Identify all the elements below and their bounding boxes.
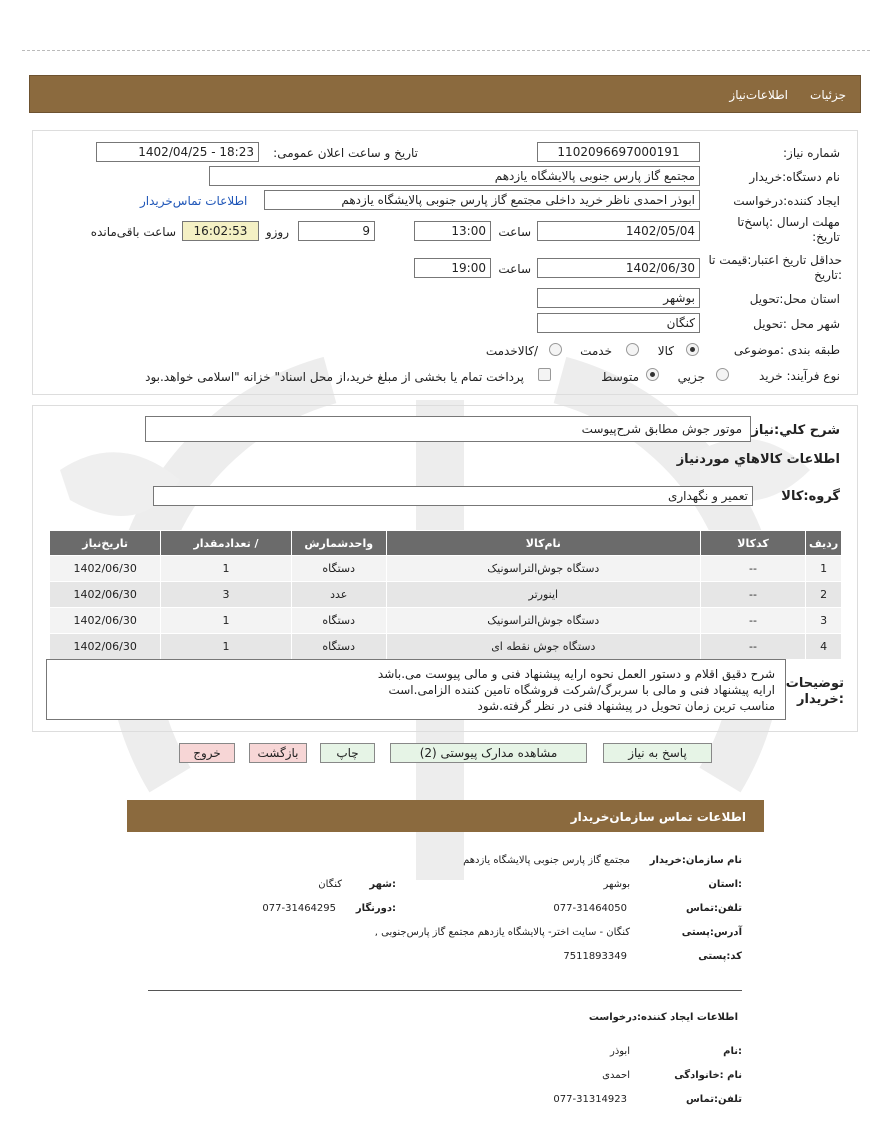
cell-row: 3 bbox=[806, 608, 842, 634]
treasury-payment-note: پرداخت تمام یا بخشی از مبلغ خرید،از محل اسناد" خزانه "اسلامی خواهد.بود bbox=[145, 370, 524, 384]
creator-field: ابوذر احمدی ناظر خرید داخلی مجتمع گاز پارس جنوبی پالایشگاه یازدهم bbox=[264, 190, 700, 210]
deadline-time-field: 13:00 bbox=[414, 221, 491, 241]
cell-quantity: 1 bbox=[161, 556, 291, 582]
cell-name: دستگاه جوش‌التراسونیک bbox=[386, 556, 700, 582]
tab-details[interactable]: جزئیات bbox=[810, 88, 846, 102]
contact-fax-label: :دورنگار bbox=[355, 903, 396, 914]
cell-date: 1402/06/30 bbox=[50, 556, 161, 582]
need-number-label: شماره نیاز: bbox=[783, 146, 840, 160]
cell-unit: عدد bbox=[291, 582, 386, 608]
contact-org-value: مجتمع گاز پارس جنوبی پالایشگاه یازدهم bbox=[463, 855, 630, 866]
cell-code: -- bbox=[700, 556, 805, 582]
need-number-field: 1102096697000191 bbox=[537, 142, 700, 162]
buyer-notes-line: مناسب ترین زمان تحویل در پیشنهاد فنی در نظر گرفته.شود bbox=[477, 699, 775, 713]
cell-unit: دستگاه bbox=[291, 608, 386, 634]
contact-city-label: :شهر bbox=[369, 879, 396, 890]
cell-row: 1 bbox=[806, 556, 842, 582]
cell-quantity: 1 bbox=[161, 608, 291, 634]
validity-time-field: 19:00 bbox=[414, 258, 491, 278]
tab-need-info[interactable]: اطلاعات‌نیاز bbox=[729, 88, 788, 102]
cell-date: 1402/06/30 bbox=[50, 582, 161, 608]
view-attachments-button[interactable]: مشاهده مدارک پیوستی (2) bbox=[390, 743, 587, 763]
buyer-notes-line: شرح دقیق اقلام و دستور العمل نحوه ارایه پیشنهاد فنی و مالی پیوست می.باشد bbox=[377, 667, 775, 681]
contact-org-label: نام سازمان:خریدار bbox=[649, 855, 742, 866]
need-summary-label: شرح کلي:نیاز bbox=[751, 423, 840, 438]
cell-code: -- bbox=[700, 634, 805, 660]
goods-group-field: تعمیر و نگهداری bbox=[153, 486, 753, 506]
contact-province-value: بوشهر bbox=[603, 879, 630, 890]
top-divider bbox=[22, 50, 870, 51]
process-partial-radio[interactable] bbox=[716, 368, 729, 381]
cell-unit: دستگاه bbox=[291, 634, 386, 660]
creator-family-label: نام :خانوادگی bbox=[674, 1070, 742, 1081]
contact-postal-label: کد:پستی bbox=[698, 951, 742, 962]
buyer-notes-box bbox=[46, 659, 786, 720]
col-date: تاریخ‌نیاز bbox=[50, 531, 161, 556]
cell-row: 2 bbox=[806, 582, 842, 608]
validity-date-field: 1402/06/30 bbox=[537, 258, 700, 278]
deadline-date-field: 1402/05/04 bbox=[537, 221, 700, 241]
buyer-contact-link[interactable]: اطلاعات تماس‌خریدار bbox=[140, 194, 248, 208]
cell-unit: دستگاه bbox=[291, 556, 386, 582]
cell-name: اینورتر bbox=[386, 582, 700, 608]
remaining-time-field: 16:02:53 bbox=[182, 221, 259, 241]
reply-button[interactable]: پاسخ به نیاز bbox=[603, 743, 712, 763]
table-row bbox=[50, 582, 842, 608]
announce-field: 1402/04/25 - 18:23 bbox=[96, 142, 259, 162]
validity-time-label: ساعت bbox=[498, 262, 531, 276]
table-row bbox=[50, 634, 842, 660]
print-button[interactable]: چاپ bbox=[320, 743, 375, 763]
city-label: شهر محل :تحویل bbox=[753, 317, 840, 331]
days-label: روزو bbox=[265, 225, 289, 239]
table-header-row bbox=[50, 531, 842, 556]
treasury-payment-checkbox[interactable] bbox=[538, 368, 551, 381]
creator-name-value: ابوذر bbox=[609, 1046, 630, 1057]
category-goods-label: کالا bbox=[657, 344, 674, 358]
contact-fax-value: 077-31464295 bbox=[262, 903, 336, 914]
contact-info-title: اطلاعات تماس سازمان‌خریدار bbox=[570, 810, 746, 824]
goods-table bbox=[49, 530, 842, 660]
process-label: نوع فرآیند: خرید bbox=[759, 369, 840, 383]
col-quantity: / تعدادمقدار bbox=[161, 531, 291, 556]
col-code: کدکالا bbox=[700, 531, 805, 556]
contact-address-value: کنگان - سایت اختر- پالایشگاه یازدهم مجتمع گاز پارس‌جنوبی , bbox=[374, 927, 630, 938]
creator-info-title: اطلاعات ایجاد کننده:درخواست bbox=[588, 1012, 738, 1023]
deadline-label: مهلت ارسال :پاسخ‌تا تاریخ: bbox=[737, 215, 840, 244]
category-goods-service-radio[interactable] bbox=[549, 343, 562, 356]
contact-address-label: آدرس:پستی bbox=[681, 927, 742, 938]
table-row bbox=[50, 608, 842, 634]
creator-label: ایجاد کننده:درخواست bbox=[733, 194, 840, 208]
cell-code: -- bbox=[700, 608, 805, 634]
days-field: 9 bbox=[298, 221, 375, 241]
goods-group-label: گروه:کالا bbox=[781, 489, 840, 504]
col-name: نام‌کالا bbox=[386, 531, 700, 556]
contact-phone-value: 077-31464050 bbox=[553, 903, 627, 914]
category-label: طبقه بندی :موضوعی bbox=[733, 343, 840, 357]
buyer-notes-line: ارایه پیشنهاد فنی و مالی با سربرگ/شرکت فروشگاه تامین کننده الزامی.است bbox=[388, 683, 775, 697]
header-bar bbox=[29, 75, 861, 113]
cell-date: 1402/06/30 bbox=[50, 634, 161, 660]
cell-name: دستگاه جوش‌التراسونیک bbox=[386, 608, 700, 634]
city-field: کنگان bbox=[537, 313, 700, 333]
cell-row: 4 bbox=[806, 634, 842, 660]
buyer-notes-label: توضیحات :خریدار bbox=[785, 676, 844, 707]
contact-city-value: کنگان bbox=[318, 879, 342, 890]
province-field: بوشهر bbox=[537, 288, 700, 308]
exit-button[interactable]: خروج bbox=[179, 743, 235, 763]
creator-phone-value: 077-31314923 bbox=[553, 1094, 627, 1105]
process-medium-radio[interactable] bbox=[646, 368, 659, 381]
cell-code: -- bbox=[700, 582, 805, 608]
category-goods-service-label: /کالاخدمت bbox=[485, 344, 538, 358]
creator-phone-label: تلفن:تماس bbox=[685, 1094, 742, 1105]
contact-info-header bbox=[127, 800, 764, 832]
category-goods-radio[interactable] bbox=[686, 343, 699, 356]
category-service-label: خدمت bbox=[580, 344, 612, 358]
process-partial-label: جزیي bbox=[677, 370, 705, 384]
creator-name-label: :نام bbox=[723, 1046, 742, 1057]
need-summary-field: موتور جوش مطابق شرح‌پیوست bbox=[145, 416, 751, 442]
buyer-org-field: مجتمع گاز پارس جنوبی پالایشگاه یازدهم bbox=[209, 166, 700, 186]
col-row: ردیف bbox=[806, 531, 842, 556]
category-service-radio[interactable] bbox=[626, 343, 639, 356]
cell-quantity: 1 bbox=[161, 634, 291, 660]
buyer-org-label: نام دستگاه:خریدار bbox=[749, 170, 840, 184]
deadline-time-label: ساعت bbox=[498, 225, 531, 239]
col-unit: واحدشمارش bbox=[291, 531, 386, 556]
contact-divider bbox=[148, 990, 742, 991]
goods-info-title: اطلاعات کالاهاي موردنیاز bbox=[676, 452, 840, 467]
contact-phone-label: تلفن:تماس bbox=[685, 903, 742, 914]
back-button[interactable]: بازگشت bbox=[249, 743, 307, 763]
validity-label: حداقل تاریخ اعتبار:قیمت تا :تاریخ bbox=[708, 253, 842, 282]
process-medium-label: متوسط bbox=[601, 370, 639, 384]
announce-label: تاریخ و ساعت اعلان عمومی: bbox=[273, 146, 418, 160]
cell-quantity: 3 bbox=[161, 582, 291, 608]
province-label: استان محل:تحویل bbox=[749, 292, 840, 306]
cell-name: دستگاه جوش نقطه ای bbox=[386, 634, 700, 660]
creator-family-value: احمدی bbox=[602, 1070, 630, 1081]
table-row bbox=[50, 556, 842, 582]
contact-province-label: :استان bbox=[708, 879, 742, 890]
contact-postal-value: 7511893349 bbox=[563, 951, 627, 962]
remaining-label: ساعت باقی‌مانده bbox=[90, 225, 176, 239]
cell-date: 1402/06/30 bbox=[50, 608, 161, 634]
